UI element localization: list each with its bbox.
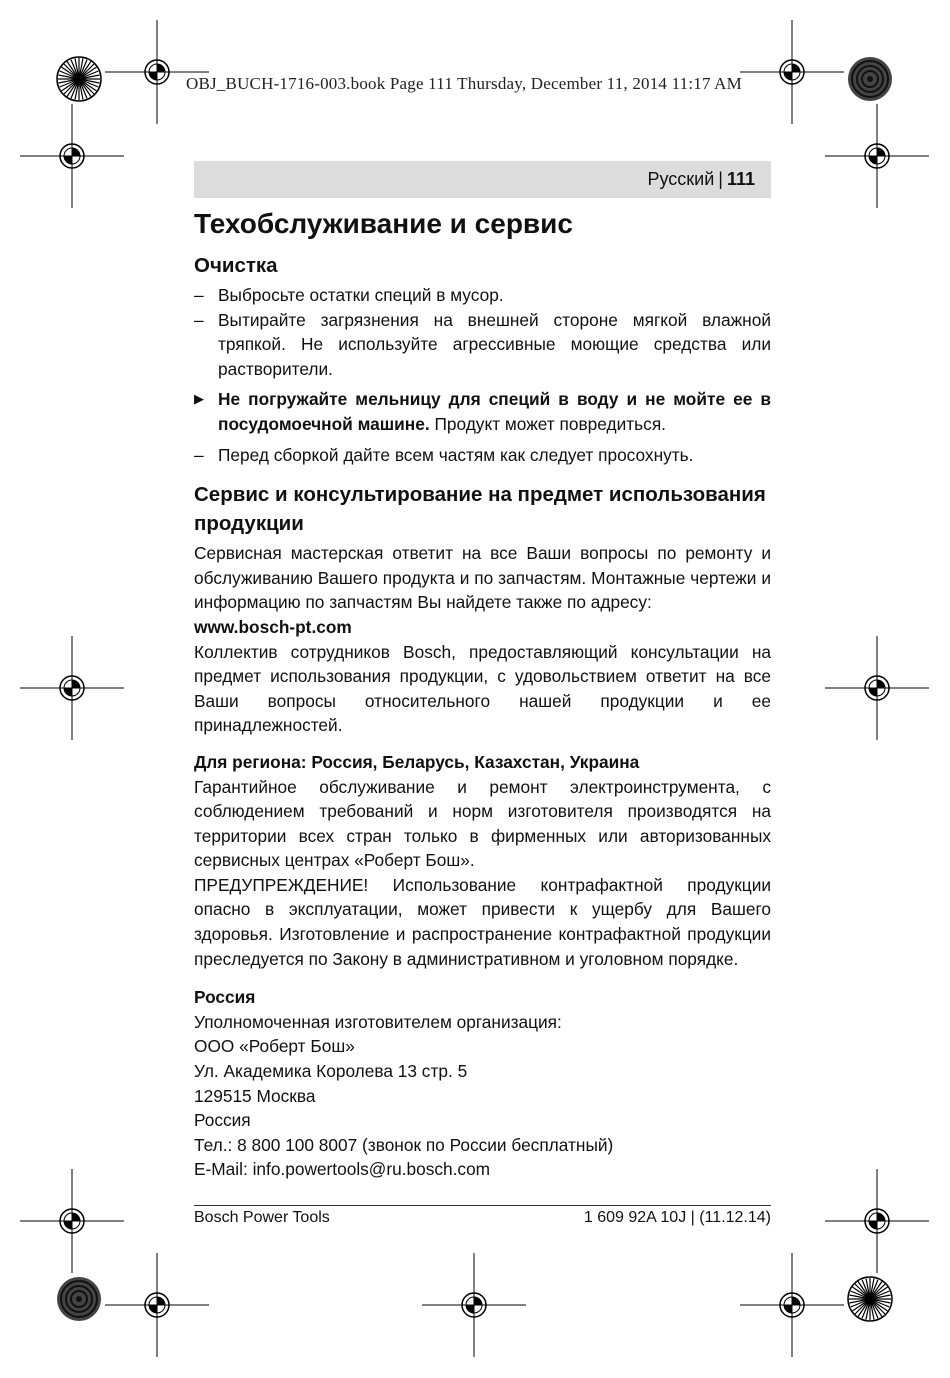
service-paragraph: Коллектив сотрудников Bosch, предоставляющий консультации на предмет использования продукции, с удовольствием ответит на все Ваши вопросы относительного нашей продукции и ее принадлежностей. [194,641,771,736]
list-item-text: Перед сборкой дайте всем частям как следует просохнуть. [218,444,694,465]
dash-bullet: – [194,309,204,330]
service-heading: Сервис и консультирование на предмет использования продукции [194,483,766,536]
print-slug-line: OBJ_BUCH-1716-003.book Page 111 Thursday, December 11, 2014 11:17 AM [186,74,742,93]
address-line: 129515 Москва [194,1085,316,1106]
list-item [194,283,771,308]
header-separator: | [718,169,723,189]
list-item [194,308,771,382]
warning-bold-text: Не погружайте мельницу для специй в воду и не мойте ее в посудомоечной машине. [218,389,771,434]
service-paragraph: Сервисная мастерская ответит на все Ваши вопросы по ремонту и обслуживанию Вашего продукта и по запчастям. Монтажные чертежи и информацию по запчастям Вы найдете также по адресу: [194,543,771,613]
service-paragraph: Гарантийное обслуживание и ремонт электроинструмента, с соблюдением требований и норм изготовителя производятся на территории всех стран только в фирменных или авторизованных сервисных центрах «Роберт Бош». [194,776,771,871]
region-heading: Для региона: Россия, Беларусь, Казахстан, Украина [194,751,640,772]
cleaning-heading: Очистка [194,254,278,277]
address-line: Россия [194,1110,251,1131]
warning-text: Продукт может повредиться. [429,413,666,434]
header-language: Русский [647,169,715,189]
footer-divider [194,1205,771,1206]
phone-line: Тел.: 8 800 100 8007 (звонок по России бесплатный) [194,1134,614,1155]
page-title: Техобслуживание и сервис [194,208,573,239]
page-number: 111 [726,169,755,189]
service-url: www.bosch-pt.com [194,616,352,637]
page-content [194,204,771,1182]
address-line: Уполномоченная изготовителем организация: [194,1011,562,1032]
warning-paragraph: ПРЕДУПРЕЖДЕНИЕ! Использование контрафактной продукции опасно в эксплуатации, может привести к ущербу для Вашего здоровья. Изготовление и распространение контрафактной продукции преследуется по Закону в административном и уголовном порядке. [194,874,771,969]
email-line: E-Mail: info.powertools@ru.bosch.com [194,1159,491,1180]
triangle-right-icon: ▶ [194,391,204,407]
dash-bullet: – [194,444,204,465]
footer-brand: Bosch Power Tools [194,1209,330,1226]
list-item [194,443,771,468]
address-line: Ул. Академика Королева 13 стр. 5 [194,1061,468,1082]
list-item-text: Вытирайте загрязнения на внешней стороне мягкой влажной тряпкой. Не используйте агрессивные моющие средства или растворители. [218,309,771,379]
address-line: ООО «Роберт Бош» [194,1036,355,1057]
warning-item [194,387,771,436]
dash-bullet: – [194,285,204,305]
footer-doc-code: 1 609 92A 10J | (11.12.14) [583,1209,771,1226]
russia-contact-block [194,1010,771,1182]
russia-heading: Россия [194,987,256,1008]
page-header-bar [194,161,771,198]
list-item-text: Выбросьте остатки специй в мусор. [218,285,504,305]
